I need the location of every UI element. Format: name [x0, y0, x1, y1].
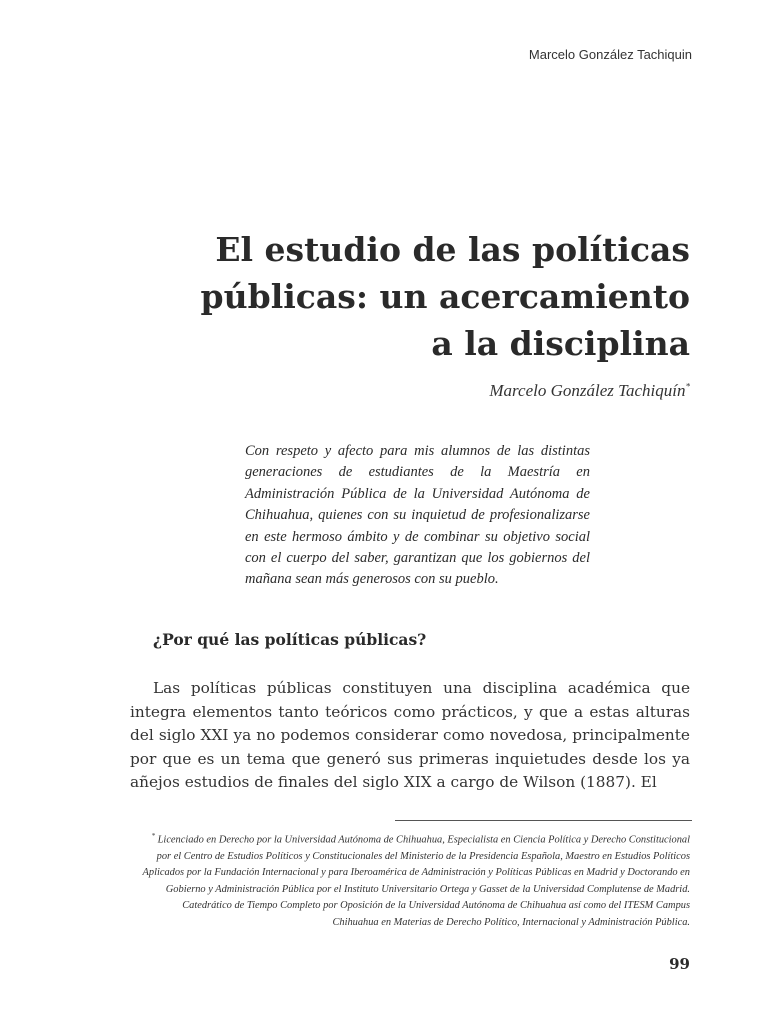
author-byline: [489, 381, 690, 401]
author-footnote-mark: *: [685, 381, 690, 392]
footnote-mark: *: [151, 832, 156, 840]
footnote-divider: [395, 820, 692, 821]
running-head: Marcelo González Tachiquin: [528, 47, 692, 62]
footnote-text: Licenciado en Derecho por la Universidad Autónoma de Chihuahua, Especialista en Ciencia Política y Derecho Constitucional por el Centro de Estudios Políticos y Constitucionales del Ministerio de la Presidencia Española, Maestro en Estudios Políticos Aplicados por la Fundación Internacional y para Iberoamérica de Administración y Políticas Públicas en Madrid y Doctorando en Gobierno y Administración Pública por el Instituto Universitario Ortega y Gasset de la Universidad Complutense de Madrid. Catedrático de Tiempo Completo por Oposición de la Universidad Autónoma de Chihuahua así como del ITESM Campus Chihuahua en Materias de Derecho Político, Internacional y Administración Pública.: [142, 834, 690, 928]
title-line: públicas: un acercamiento: [200, 277, 690, 316]
section-heading: ¿Por qué las políticas públicas?: [153, 630, 427, 649]
dedication: Con respeto y afecto para mis alumnos de las distintas generaciones de estudiantes de la Maestría en Administración Pública de la Universidad Autónoma de Chihuahua, quienes con su inquietud de profesionalizarse en este hermoso ámbito y de combinar su objetivo social con el cuerpo del saber, garantizan que los gobiernos del mañana sean más generosos con su pueblo.: [245, 443, 590, 588]
page-number: 99: [669, 955, 690, 973]
footnote: [135, 828, 690, 931]
title-line: a la disciplina: [431, 324, 690, 363]
title-line: El estudio de las políticas: [215, 230, 690, 269]
body-paragraph: Las políticas públicas constituyen una disciplina académica que integra elementos tanto teóricos como prácticos, y que a estas alturas del siglo XXI ya no podemos considerar como novedosa, principalmente por que es un tema que generó sus primeras inquietudes desde los ya añejos estudios de finales del siglo XIX a cargo de Wilson (1887). El: [130, 679, 690, 792]
author-name: Marcelo González Tachiquín: [489, 381, 686, 400]
article-title: [130, 226, 690, 367]
